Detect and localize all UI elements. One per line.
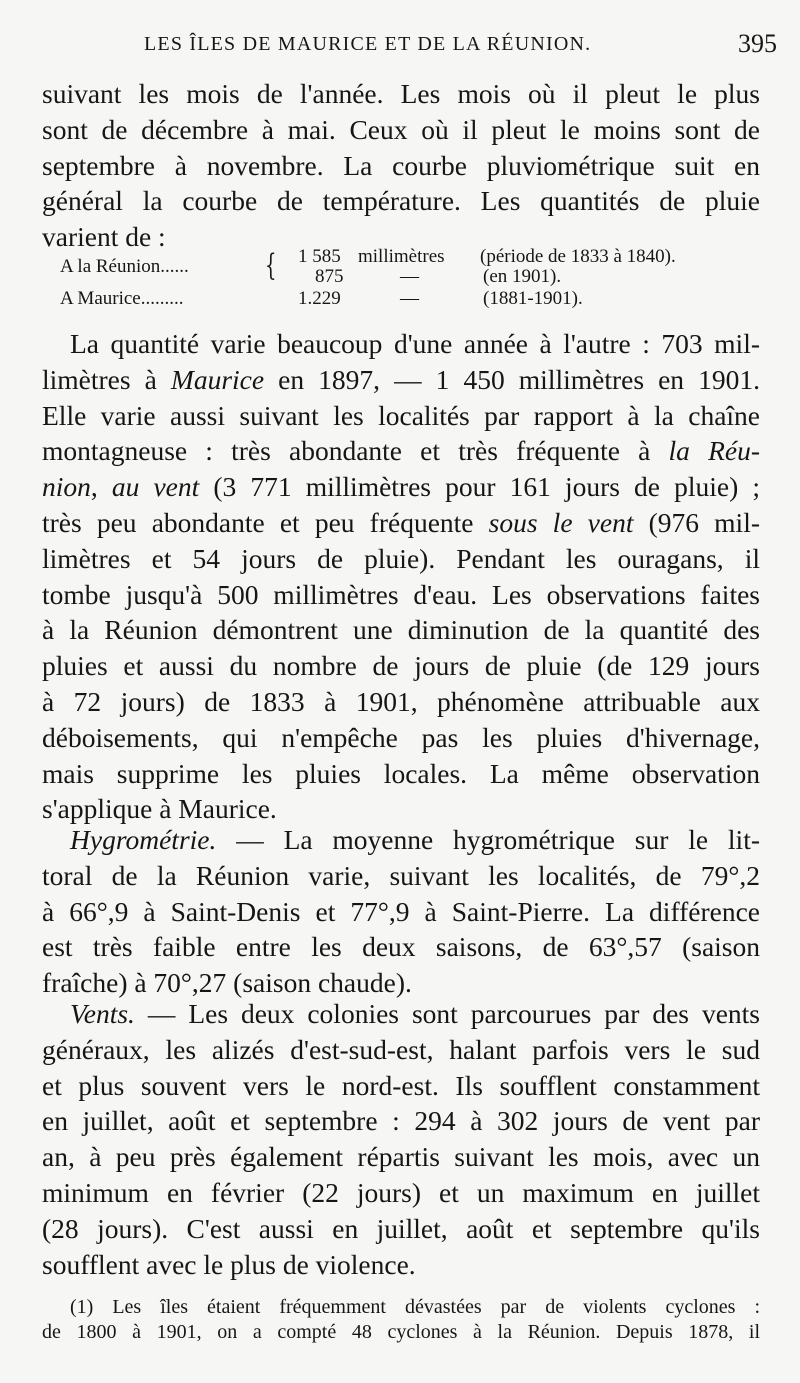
- text-line: général la courbe de température. Les quantités de pluie: [42, 185, 760, 217]
- text-line: s'applique à Maurice.: [42, 793, 277, 825]
- section-heading-hygrometry: Hygrométrie.: [70, 824, 217, 855]
- text-line: généraux, les alizés d'est-sud-est, halant parfois vers le sud: [42, 1033, 760, 1065]
- text-line: toral de la Réunion varie, suivant les localités, de 79°,2: [42, 859, 760, 891]
- text-line: à la Réunion démontrent une diminution de la quantité des: [42, 614, 760, 646]
- brace-icon: {: [265, 248, 277, 283]
- paragraph-hygrometry: [42, 822, 760, 1001]
- text-line: mais supprime les pluies locales. La même observation: [42, 757, 760, 789]
- text-line: Elle varie aussi suivant les localités par rapport à la chaîne: [42, 399, 760, 431]
- reunion-unit-2: —: [400, 266, 419, 287]
- text-span: en 1897, — 1 450 millimètres en 1901.: [264, 363, 760, 395]
- running-title: LES ÎLES DE MAURICE ET DE LA RÉUNION.: [144, 33, 592, 55]
- text-line: déboisements, qui n'empêche pas les pluies d'hivernage,: [42, 721, 760, 753]
- text-line: tombe jusqu'à 500 millimètres d'eau. Les observations faites: [42, 578, 760, 610]
- text-line: sont de décembre à mai. Ceux où il pleut le moins sont de: [42, 113, 760, 145]
- text-line: [42, 505, 760, 541]
- text-line: an, à peu près également répartis suivant les mois, avec un: [42, 1141, 760, 1173]
- text-line: [42, 469, 760, 505]
- text-line: est très faible entre les deux saisons, de 63°,57 (saison: [42, 931, 760, 963]
- text-line: et plus souvent vers le nord-est. Ils soufflent constamment: [42, 1069, 760, 1101]
- text-span: — La moyenne hygrométrique sur le lit-: [216, 824, 760, 855]
- italic-term: au vent: [111, 471, 200, 503]
- reunion-unit-1: millimètres: [358, 246, 445, 267]
- italic-place-name: Maurice: [170, 363, 265, 395]
- text-line: suivant les mois de l'année. Les mois où il pleut le plus: [42, 78, 760, 109]
- footnote-line: de 1800 à 1901, on a compté 48 cyclones à la Réunion. Depuis 1878, il: [42, 1321, 760, 1343]
- text-line: pluies et aussi du nombre de jours de pluie (de 129 jours: [42, 650, 760, 682]
- reunion-period-2: (en 1901).: [483, 266, 562, 287]
- text-span: montagneuse : très abondante et très fréquente à: [42, 435, 669, 467]
- text-line: [42, 362, 760, 398]
- footnote: [42, 1295, 760, 1345]
- text-line: soufflent avec le plus de violence.: [42, 1248, 416, 1280]
- reunion-value-1: 1 585: [298, 246, 341, 267]
- text-line: à 72 jours) de 1833 à 1901, phénomène attribuable aux: [42, 685, 760, 717]
- text-span: très peu abondante et peu fréquente: [42, 506, 489, 538]
- reunion-period-1: (période de 1833 à 1840).: [480, 246, 676, 267]
- paragraph-winds: [42, 996, 760, 1282]
- maurice-unit: —: [400, 288, 419, 309]
- section-heading-winds: Vents.: [70, 998, 135, 1029]
- text-line: [42, 433, 760, 469]
- text-line: [42, 822, 760, 858]
- reunion-value-2: 875: [315, 266, 344, 287]
- text-line: [42, 996, 760, 1032]
- text-line: (28 jours). C'est aussi en juillet, août et septembre qu'ils: [42, 1212, 760, 1244]
- running-head: [0, 29, 800, 63]
- text-line: limètres et 54 jours de pluie). Pendant les ouragans, il: [42, 542, 760, 574]
- text-span: (976 mil-: [633, 506, 760, 538]
- text-line: minimum en février (22 jours) et un maximum en juillet: [42, 1176, 760, 1208]
- italic-term: sous le vent: [488, 506, 634, 538]
- italic-place-name: nion: [42, 471, 91, 503]
- italic-place-name: la Réu-: [668, 435, 760, 467]
- page-number: 395: [738, 29, 777, 58]
- text-span: limètres à: [42, 363, 171, 395]
- paragraph-rain-months: [42, 76, 760, 255]
- text-span: ,: [90, 471, 112, 503]
- text-line: fraîche) à 70°,27 (saison chaude).: [42, 967, 412, 999]
- text-span: — Les deux colonies sont parcourues par des vents: [134, 998, 760, 1029]
- paragraph-rain-quantity: [42, 326, 760, 827]
- text-span: (3 771 millimètres pour 161 jours de pluie) ;: [199, 471, 760, 503]
- maurice-value: 1.229: [298, 288, 341, 309]
- text-line: à 66°,9 à Saint-Denis et 77°,9 à Saint-Pierre. La différence: [42, 895, 760, 927]
- maurice-label: A Maurice.........: [60, 288, 184, 309]
- footnote-line: (1) Les îles étaient fréquemment dévastées par de violents cyclones :: [70, 1296, 760, 1318]
- text-line: La quantité varie beaucoup d'une année à l'autre : 703 mil-: [70, 328, 760, 359]
- text-line: en juillet, août et septembre : 294 à 302 jours de vent par: [42, 1105, 760, 1137]
- text-line: septembre à novembre. La courbe pluviométrique suit en: [42, 149, 760, 181]
- reunion-label: A la Réunion......: [60, 256, 189, 277]
- maurice-period: (1881-1901).: [483, 288, 583, 309]
- text-line: varient de :: [42, 221, 166, 253]
